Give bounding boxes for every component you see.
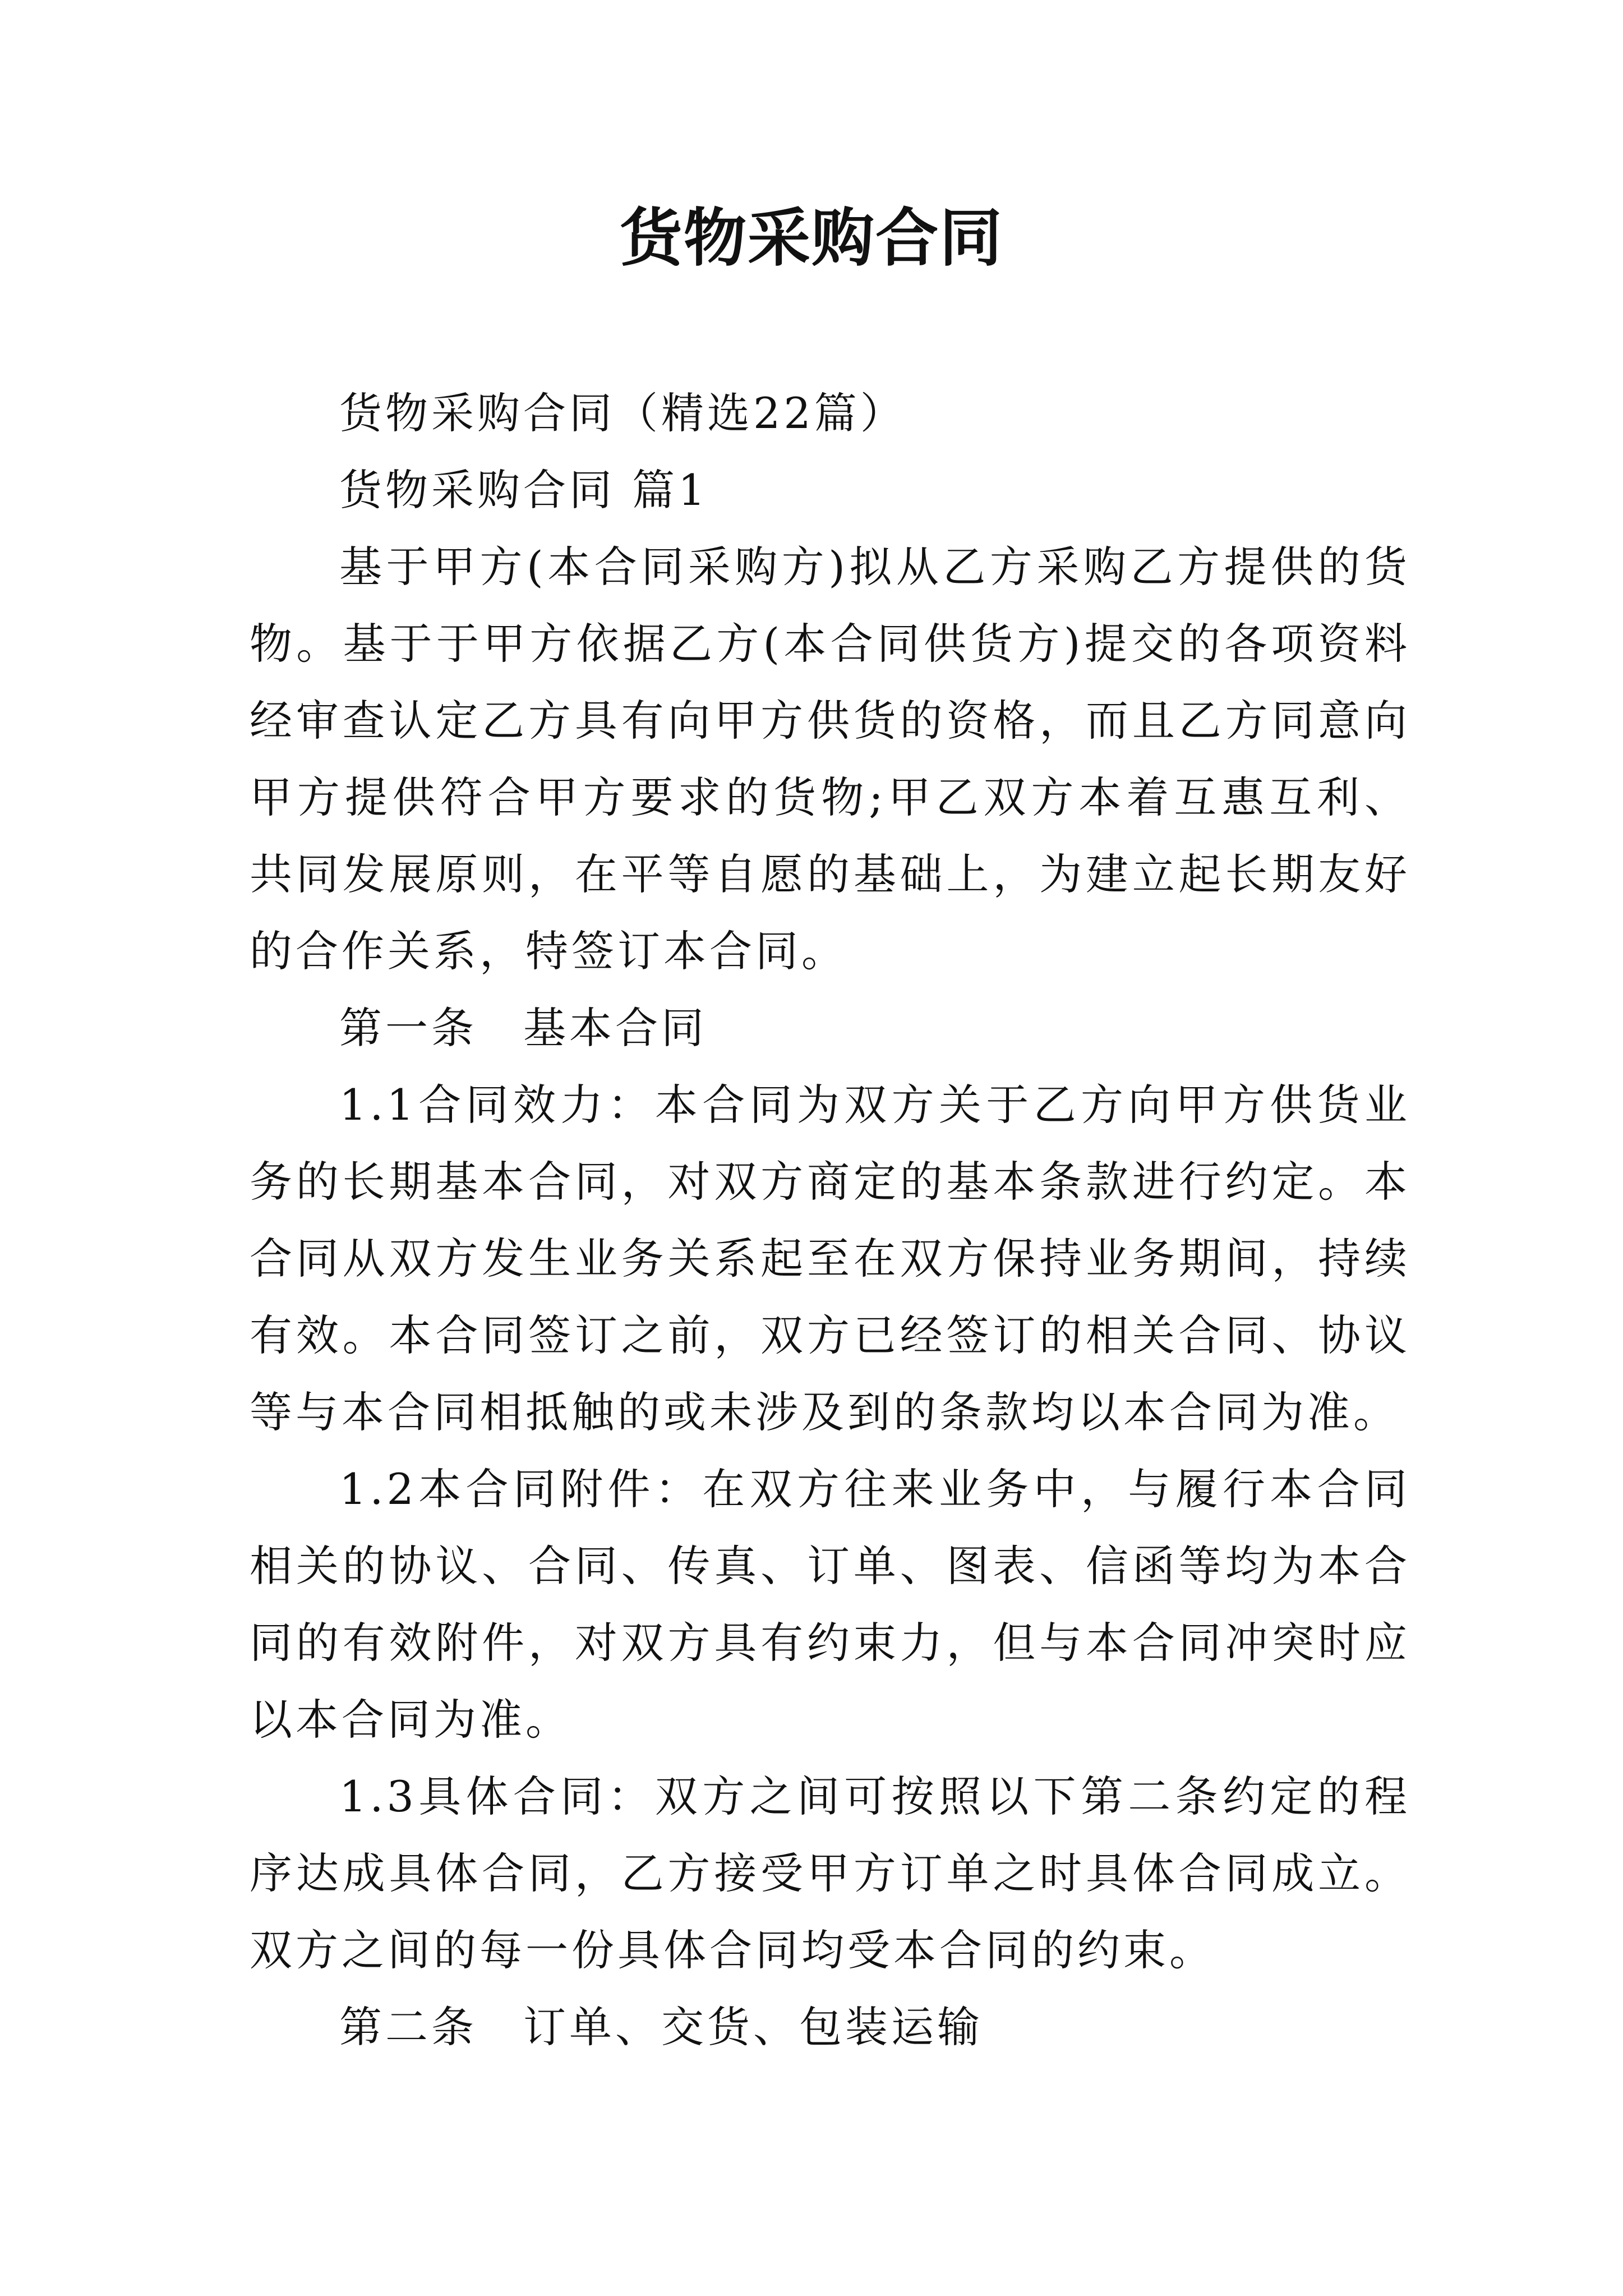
paragraph-section-heading: 货物采购合同 篇1 — [339, 465, 709, 515]
article-heading-1: 第一条 基本合同 — [339, 1003, 707, 1053]
clause-1-1: 1.1合同效力：本合同为双方关于乙方向甲方供货业务的长期基本合同，对双方商定的基本条款进行约定。本合同从双方发生业务关系起至在双方保持业务期间，持续有效。本合同签订之前，双方已经签订的相关合同、协议等与本合同相抵触的或未涉及到的条款均以本合同为准。 — [250, 1080, 1410, 1437]
paragraph-preamble: 基于甲方(本合同采购方)拟从乙方采购乙方提供的货物。基于于甲方依据乙方(本合同供货方)提交的各项资料经审查认定乙方具有向甲方供货的资格，而且乙方同意向甲方提供符合甲方要求的货物;甲乙双方本着互惠互利、共同发展原则，在平等自愿的基础上，为建立起长期友好的合作关系，特签订本合同。 — [250, 542, 1410, 976]
document-body — [250, 375, 1410, 2065]
article-heading-2: 第二条 订单、交货、包装运输 — [339, 2002, 983, 2052]
paragraph-subtitle: 货物采购合同（精选22篇） — [339, 388, 906, 438]
clause-1-3: 1.3具体合同：双方之间可按照以下第二条约定的程序达成具体合同，乙方接受甲方订单之时具体合同成立。双方之间的每一份具体合同均受本合同的约束。 — [250, 1772, 1410, 1975]
clause-1-2: 1.2本合同附件：在双方往来业务中，与履行本合同相关的协议、合同、传真、订单、图表、信函等均为本合同的有效附件，对双方具有约束力，但与本合同冲突时应以本合同为准。 — [250, 1464, 1410, 1745]
document-title: 货物采购合同 — [620, 201, 1003, 275]
